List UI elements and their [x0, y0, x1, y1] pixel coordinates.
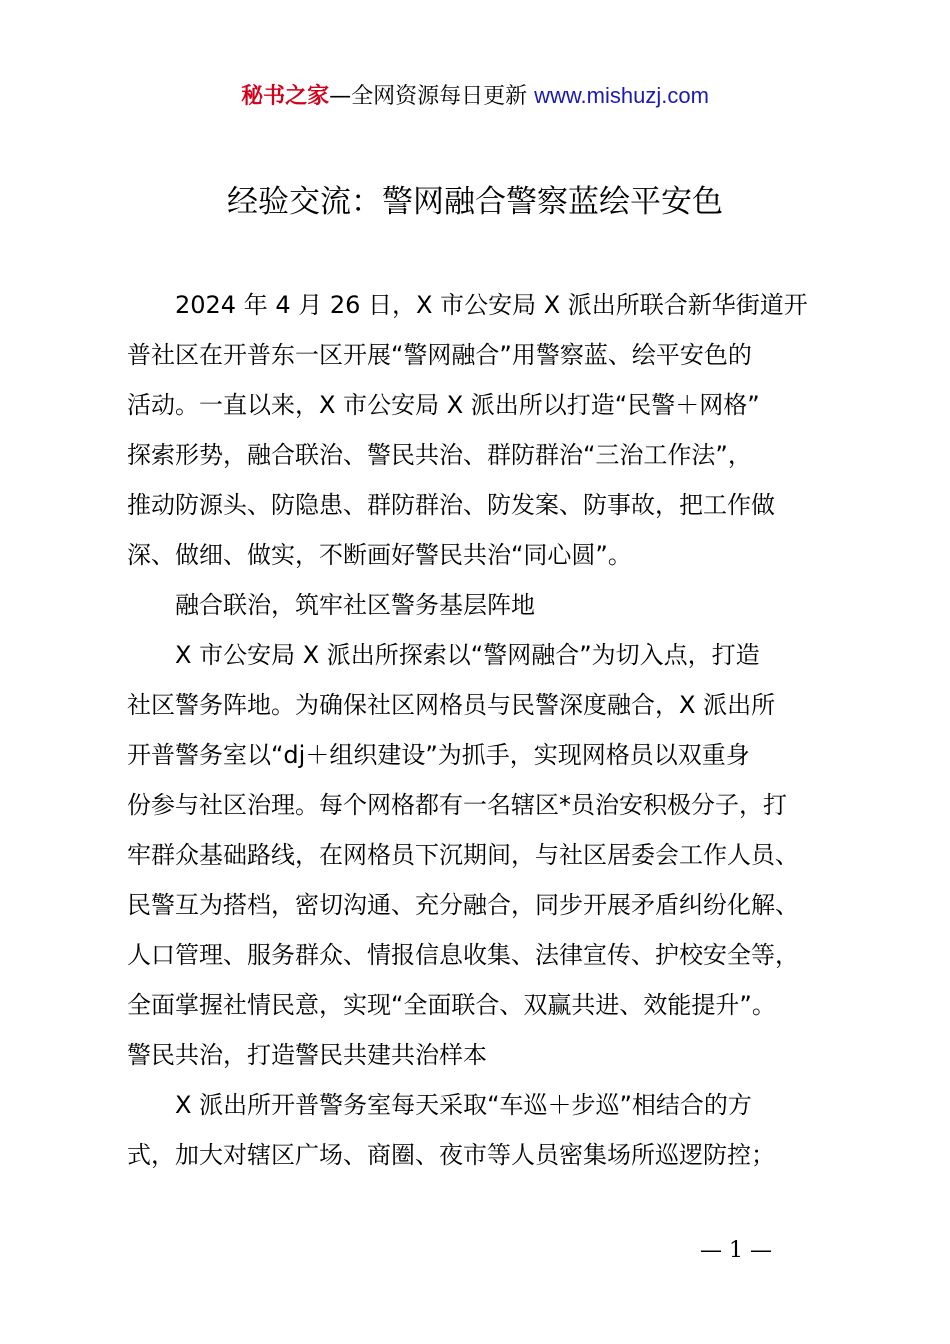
- text-line: 社区警务阵地。为确保社区网格员与民警深度融合，X 派出所: [127, 691, 776, 719]
- text-line: 民警互为搭档，密切沟通、充分融合，同步开展矛盾纠纷化解、: [127, 891, 799, 919]
- paragraph-intro: [127, 280, 857, 580]
- site-header: [0, 80, 950, 113]
- text-line: 推动防源头、防隐患、群防群治、防发案、防事故，把工作做: [127, 491, 775, 519]
- text-line: 融合联治，筑牢社区警务基层阵地: [175, 591, 535, 619]
- text-line: 份参与社区治理。每个网格都有一名辖区*员治安积极分子，打: [127, 791, 787, 819]
- text-line: 活动。一直以来，X 市公安局 X 派出所以打造“民警＋网格”: [127, 391, 760, 419]
- brand-name: 秘书之家: [241, 84, 330, 109]
- section-heading-2: [127, 1030, 857, 1080]
- page-number: — 1 —: [700, 1238, 772, 1263]
- text-line: X 派出所开普警务室每天采取“车巡＋步巡”相结合的方: [175, 1091, 752, 1119]
- header-tagline: —全网资源每日更新: [329, 84, 535, 109]
- text-line: 深、做细、做实，不断画好警民共治“同心圆”。: [127, 541, 632, 569]
- text-line: 2024 年 4 月 26 日，X 市公安局 X 派出所联合新华街道开: [175, 291, 808, 319]
- text-line: 全面掌握社情民意，实现“全面联合、双赢共进、效能提升”。: [127, 991, 776, 1019]
- text-line: 普社区在开普东一区开展“警网融合”用警察蓝、绘平安色的: [127, 341, 752, 369]
- text-line: 警民共治，打造警民共建共治样本: [127, 1041, 487, 1069]
- text-line: 牢群众基础路线，在网格员下沉期间，与社区居委会工作人员、: [127, 841, 799, 869]
- text-line: 人口管理、服务群众、情报信息收集、法律宣传、护校安全等，: [127, 941, 799, 969]
- text-line: 开普警务室以“dj＋组织建设”为抓手，实现网格员以双重身: [127, 741, 750, 769]
- text-line: 式，加大对辖区广场、商圈、夜市等人员密集场所巡逻防控；: [127, 1141, 775, 1169]
- text-line: 探索形势，融合联治、警民共治、群防群治“三治工作法”，: [127, 441, 752, 469]
- text-line: X 市公安局 X 派出所探索以“警网融合”为切入点，打造: [175, 641, 760, 669]
- paragraph-section-2: [127, 1080, 857, 1180]
- document-body: [127, 280, 857, 1180]
- site-url-link[interactable]: www.mishuzj.com: [534, 83, 709, 108]
- document-title: 经验交流：警网融合警察蓝绘平安色: [227, 184, 723, 220]
- section-heading-1: [127, 580, 857, 630]
- paragraph-section-1: [127, 630, 857, 1030]
